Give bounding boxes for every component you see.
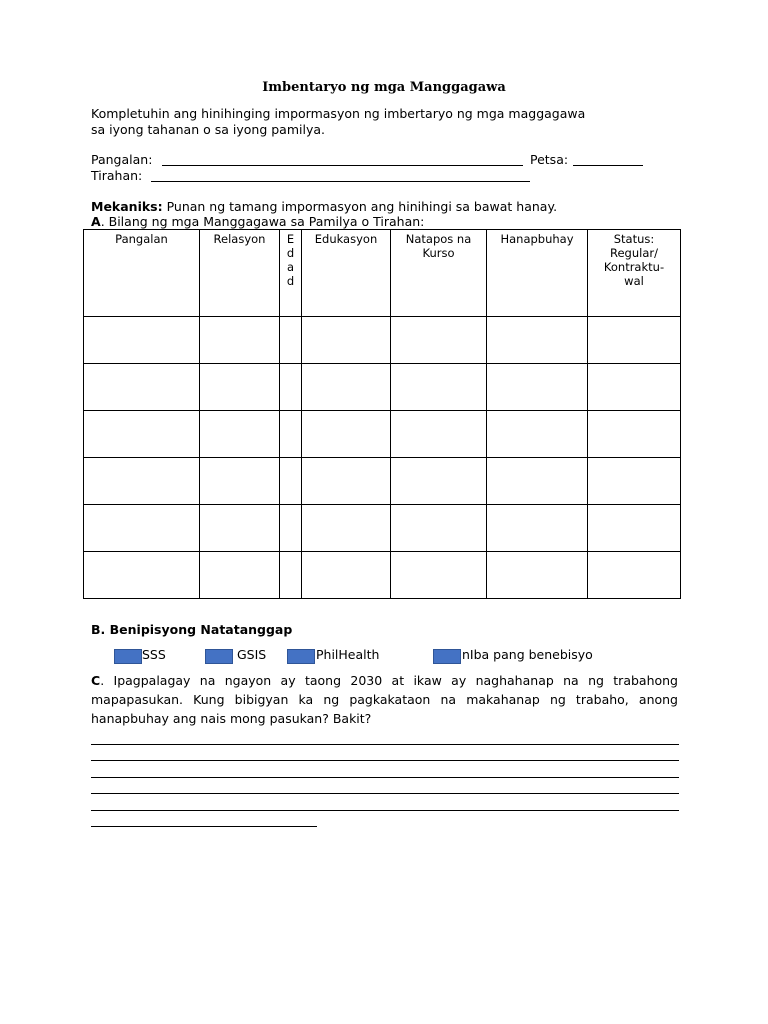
answer-line[interactable] [91, 760, 679, 761]
table-cell[interactable] [391, 411, 487, 458]
table-cell[interactable] [200, 317, 280, 364]
answer-line[interactable] [91, 826, 317, 827]
table-cell[interactable] [487, 317, 588, 364]
table-cell[interactable] [84, 411, 200, 458]
iba-pang-benepisyo-checkbox[interactable] [433, 649, 461, 664]
table-cell[interactable] [280, 458, 302, 505]
table-cell[interactable] [302, 458, 391, 505]
table-cell[interactable] [84, 317, 200, 364]
header-status [588, 230, 681, 317]
table-cell[interactable] [302, 552, 391, 599]
table-cell[interactable] [391, 458, 487, 505]
section-a-letter: A [91, 214, 101, 229]
table-cell[interactable] [84, 458, 200, 505]
answer-line[interactable] [91, 793, 679, 794]
intro-line-2: sa iyong tahanan o sa iyong pamilya. [91, 122, 325, 137]
header-pangalan: Pangalan [84, 230, 200, 317]
pangalan-field[interactable] [162, 165, 523, 166]
page-title: Imbentaryo ng mga Manggagawa [262, 80, 506, 95]
section-a-heading [91, 214, 424, 229]
table-row [84, 552, 681, 599]
petsa-label: Petsa: [530, 152, 569, 167]
table-header-row [84, 230, 681, 317]
header-natapos-line-2: Kurso [422, 246, 455, 260]
header-status-line-1: Status: [613, 232, 655, 246]
answer-line[interactable] [91, 744, 679, 745]
section-c-letter: C [91, 673, 101, 688]
header-status-line-3: Kontraktu- [603, 260, 665, 274]
table-row [84, 317, 681, 364]
mekaniks-text: Punan ng tamang impormasyon ang hinihingi sa bawat hanay. [166, 199, 558, 214]
iba-pang-benepisyo-label: nIba pang benebisyo [462, 647, 593, 662]
table-cell[interactable] [84, 505, 200, 552]
philhealth-checkbox[interactable] [287, 649, 315, 664]
table-row [84, 364, 681, 411]
header-edad-char: E [286, 232, 295, 246]
table-cell[interactable] [302, 411, 391, 458]
header-status-line-4: wal [624, 274, 644, 288]
mekaniks-line [91, 199, 557, 214]
table-cell[interactable] [391, 364, 487, 411]
gsis-checkbox[interactable] [205, 649, 233, 664]
section-b-title: B. Benipisyong Natatanggap [91, 622, 293, 637]
table-cell[interactable] [487, 552, 588, 599]
intro-line-1: Kompletuhin ang hinihinging impormasyon ng imbertaryo ng mga maggagawa [91, 106, 586, 121]
table-cell[interactable] [302, 505, 391, 552]
table-cell[interactable] [487, 411, 588, 458]
header-edad-char: d [286, 246, 295, 260]
header-status-line-2: Regular/ [610, 246, 658, 260]
header-hanapbuhay: Hanapbuhay [487, 230, 588, 317]
table-cell[interactable] [588, 364, 681, 411]
table-cell[interactable] [302, 317, 391, 364]
answer-line[interactable] [91, 777, 679, 778]
table-cell[interactable] [487, 364, 588, 411]
sss-label: SSS [142, 647, 166, 662]
table-cell[interactable] [200, 505, 280, 552]
table-cell[interactable] [588, 552, 681, 599]
header-edukasyon: Edukasyon [302, 230, 391, 317]
tirahan-label: Tirahan: [91, 168, 143, 183]
mekaniks-label: Mekaniks: [91, 199, 163, 214]
table-cell[interactable] [588, 317, 681, 364]
table-cell[interactable] [280, 317, 302, 364]
table-cell[interactable] [280, 364, 302, 411]
inventory-table [83, 229, 681, 599]
petsa-field[interactable] [573, 165, 643, 166]
table-cell[interactable] [302, 364, 391, 411]
table-cell[interactable] [84, 552, 200, 599]
table-cell[interactable] [200, 552, 280, 599]
header-edad [280, 230, 302, 317]
gsis-label: GSIS [237, 647, 267, 662]
table-row [84, 458, 681, 505]
table-cell[interactable] [588, 458, 681, 505]
table-cell[interactable] [200, 458, 280, 505]
table-cell[interactable] [200, 364, 280, 411]
table-cell[interactable] [588, 411, 681, 458]
sss-checkbox[interactable] [114, 649, 142, 664]
table-cell[interactable] [391, 552, 487, 599]
philhealth-label: PhilHealth [316, 647, 380, 662]
tirahan-field[interactable] [151, 181, 530, 182]
answer-line[interactable] [91, 810, 679, 811]
table-cell[interactable] [280, 505, 302, 552]
table-cell[interactable] [200, 411, 280, 458]
section-c-text: . Ipagpalagay na ngayon ay taong 2030 at ikaw ay naghahanap na ng trabahong mapapasukan. Kung bibigyan ka ng pagkakataon na makahanap ng trabaho, anong hanapbuhay ang nais mong pasukan? Bakit? [91, 673, 678, 726]
header-edad-char: d [286, 274, 295, 288]
section-a-text: . Bilang ng mga Manggagawa sa Pamilya o Tirahan: [100, 214, 425, 229]
table-row [84, 505, 681, 552]
table-row [84, 411, 681, 458]
table-cell[interactable] [280, 552, 302, 599]
table-cell[interactable] [391, 317, 487, 364]
table-cell[interactable] [588, 505, 681, 552]
header-natapos-na-kurso [391, 230, 487, 317]
table-cell[interactable] [487, 458, 588, 505]
table-cell[interactable] [487, 505, 588, 552]
header-edad-char: a [286, 260, 295, 274]
table-cell[interactable] [84, 364, 200, 411]
table-cell[interactable] [391, 505, 487, 552]
pangalan-label: Pangalan: [91, 152, 153, 167]
table-cell[interactable] [280, 411, 302, 458]
section-c-question [91, 671, 678, 728]
header-relasyon: Relasyon [200, 230, 280, 317]
header-natapos-line-1: Natapos na [405, 232, 472, 246]
